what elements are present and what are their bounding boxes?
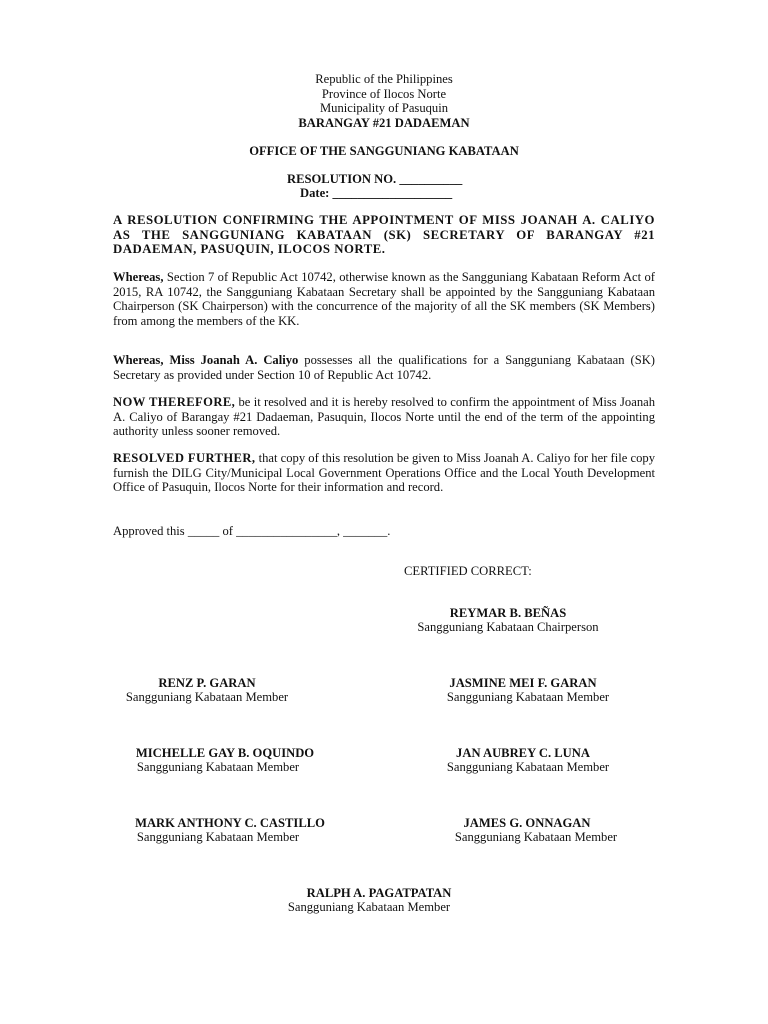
member-name-6: JAMES G. ONNAGAN [463,816,591,830]
member-role-1: Sangguniang Kabataan Member [125,690,289,704]
whereas-2-lead: Whereas, Miss Joanah A. Caliyo [113,353,299,367]
now-therefore-text: be it resolved and it is hereby resolved to confirm the appointment of Miss Joanah A. Caliyo of Barangay #21 Dadaeman, Pasuquin, Ilocos Norte until the end of the term of the appointing authority unless sooner removed. [113,395,655,439]
member-role-5: Sangguniang Kabataan Member [136,830,300,844]
resolution-date: Date: ___________________ [300,186,453,200]
member-name-2: JASMINE MEI F. GARAN [449,676,597,690]
resolved-further-lead: RESOLVED FURTHER, [113,451,256,465]
approved-line: Approved this _____ of ________________, _______. [113,524,391,538]
republic-line: Republic of the Philippines [315,72,453,86]
resolution-number: RESOLUTION NO. __________ [287,172,463,186]
chairperson-role: Sangguniang Kabataan Chairperson [417,620,599,634]
member-role-7: Sangguniang Kabataan Member [287,900,451,914]
now-therefore-paragraph [113,395,655,439]
member-role-3: Sangguniang Kabataan Member [136,760,300,774]
member-name-4: JAN AUBREY C. LUNA [456,746,590,760]
member-role-2: Sangguniang Kabataan Member [446,690,610,704]
municipality-line: Municipality of Pasuquin [319,101,449,116]
resolved-further-paragraph [113,451,655,495]
member-name-3: MICHELLE GAY B. OQUINDO [135,746,315,760]
resolved-further-text: that copy of this resolution be given to Miss Joanah A. Caliyo for her file copy furnish the DILG City/Municipal Local Government Operations Office and the Local Youth Development Office of Pasuquin, Ilocos Norte for their information and record. [113,451,655,495]
whereas-paragraph-2 [113,353,655,382]
member-role-4: Sangguniang Kabataan Member [446,760,610,774]
certified-correct-label: CERTIFIED CORRECT: [404,564,532,578]
office-title: OFFICE OF THE SANGGUNIANG KABATAAN [249,144,519,158]
member-name-5: MARK ANTHONY C. CASTILLO [135,816,325,830]
whereas-1-text: Section 7 of Republic Act 10742, otherwise known as the Sangguniang Kabataan Reform Act of 2015, RA 10742, the Sangguniang Kabataan Secretary shall be appointed by the Sangguniang Kabataan Chairperson (SK Chairperson) with the concurrence of the majority of all the SK members (SK Members) from among the members of the KK. [113,270,655,328]
barangay-line: BARANGAY #21 DADAEMAN [298,115,470,130]
resolution-title: A RESOLUTION CONFIRMING THE APPOINTMENT OF MISS JOANAH A. CALIYO AS THE SANGGUNIANG KABATAAN (SK) SECRETARY OF BARANGAY #21 DADAEMAN, PASUQUIN, ILOCOS NORTE. [113,213,655,257]
now-therefore-lead: NOW THEREFORE, [113,395,236,409]
whereas-1-lead: Whereas, [113,270,164,284]
member-role-6: Sangguniang Kabataan Member [454,830,618,844]
document-header [0,72,768,130]
whereas-2-text: possesses all the qualifications for a Sangguniang Kabataan (SK) Secretary as provided under Section 10 of Republic Act 10742. [113,353,656,382]
province-line: Province of Ilocos Norte [321,86,447,101]
chairperson-name: REYMAR B. BEÑAS [449,606,567,620]
member-name-1: RENZ P. GARAN [158,676,256,690]
whereas-paragraph-1 [113,270,655,328]
member-name-7: RALPH A. PAGATPATAN [306,886,452,900]
